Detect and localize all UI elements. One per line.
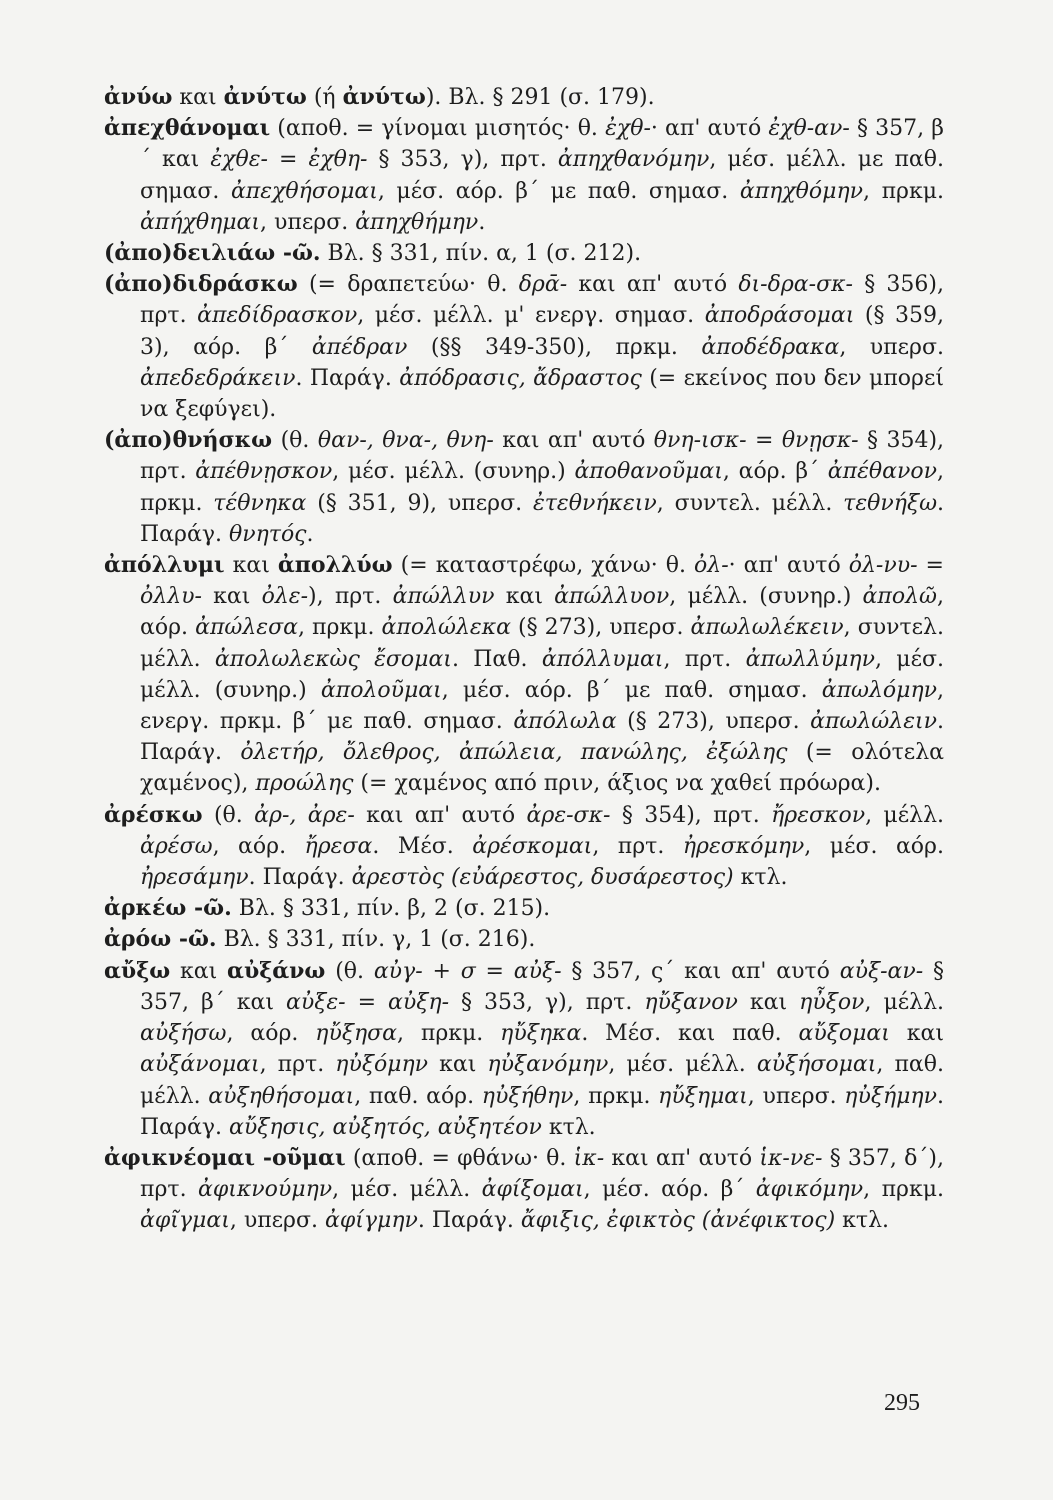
- verb-form: ἀρ-, ἀρε-: [254, 802, 355, 828]
- verb-form: ἤρεσα: [304, 833, 373, 859]
- headword: ἀπεχθάνομαι: [104, 115, 271, 142]
- verb-form: ἀπολώλεκα: [381, 615, 511, 641]
- entry-text: , μέλλ.: [865, 802, 945, 828]
- entry-text: , πρτ.: [259, 1052, 336, 1078]
- entry-text: , πρκμ.: [863, 178, 945, 204]
- entry-text: =: [746, 428, 782, 454]
- headword: ἀνύω: [104, 84, 173, 110]
- headword: (ἀπο)θνήσκω: [104, 427, 273, 454]
- entry-text: ). Βλ. § 291 (σ. 179).: [425, 85, 655, 110]
- entry-text: , μέσ. μέλλ. (συνηρ.): [332, 459, 575, 485]
- verb-form: ἀρε-σκ-: [526, 802, 611, 828]
- entry-text: και: [170, 958, 228, 984]
- verb-form: ηὐξήθην: [481, 1083, 574, 1109]
- entry-text: , μέσ. μέλλ.: [608, 1052, 757, 1078]
- verb-form: θνητός: [228, 521, 307, 547]
- verb-form: αὔξομαι: [798, 1021, 890, 1047]
- entry-text: (θ.: [272, 428, 318, 454]
- entry-text: . Μέσ. και παθ.: [581, 1021, 799, 1047]
- entry-text: . Παράγ.: [417, 1208, 521, 1234]
- verb-form: ηὖξον: [799, 989, 865, 1015]
- entry-text: ), πρτ.: [308, 584, 393, 610]
- verb-form: ἐχθε-: [210, 147, 268, 173]
- entry-text: , πρκμ.: [140, 459, 944, 516]
- dictionary-entry: [104, 893, 944, 924]
- entry-text: § 357, δ´), πρτ.: [140, 1145, 944, 1203]
- headword: ἀνύτω: [342, 84, 426, 110]
- entry-text: και: [889, 1021, 944, 1047]
- dictionary-entry: [104, 1143, 944, 1237]
- entry-text: , ενεργ. πρκμ. β´ με παθ. σημασ.: [140, 677, 945, 735]
- entry-text: και απ' αυτό: [567, 272, 739, 298]
- verb-form: ἀποθανοῦμαι: [574, 459, 723, 485]
- verb-form: δρᾱ-: [518, 272, 568, 298]
- verb-form: ἀπώλλυον: [554, 584, 670, 610]
- verb-form: ἱκ-: [573, 1145, 605, 1171]
- dictionary-entry: [104, 238, 944, 269]
- verb-form: αὐξ-: [513, 958, 562, 984]
- entry-text: , υπερσ.: [747, 1083, 845, 1109]
- entry-text: , υπερσ.: [839, 334, 944, 360]
- verb-form: ἀπεχθήσομαι: [230, 178, 378, 204]
- entry-text: . Παράγ.: [140, 490, 945, 547]
- verb-form: ηὔξηκα: [500, 1021, 582, 1047]
- verb-form: ὀλετήρ, ὄλεθρος, ἀπώλεια, πανώλης, ἐξώλης: [240, 740, 788, 766]
- entry-text: . Μέσ.: [372, 833, 473, 859]
- entry-text: και απ' αυτό: [354, 802, 527, 828]
- entry-text: (§ 273), υπερσ.: [511, 615, 691, 641]
- entry-text: =: [917, 553, 944, 579]
- verb-form: ἀπόδρασις, ἄδραστος: [399, 365, 642, 391]
- entry-text: και: [428, 1052, 488, 1078]
- verb-form: ὀλ-: [694, 553, 729, 579]
- entry-text: , συντελ. μέλλ.: [656, 490, 844, 516]
- verb-form: ἀπωλλύμην: [745, 646, 875, 672]
- entry-text: Βλ. § 331, πίν. α, 1 (σ. 212).: [320, 241, 642, 267]
- entry-text: , μέσ. μέλλ. μ' ενεργ. σημασ.: [357, 303, 705, 329]
- verb-form: ἀπολοῦμαι: [320, 677, 442, 703]
- entry-text: και: [494, 584, 555, 610]
- verb-form: αὐξ-αν-: [839, 958, 924, 984]
- entry-text: , μέσ. αόρ. β´ με παθ. σημασ.: [377, 178, 740, 204]
- entry-text: · απ' αυτό: [728, 553, 849, 579]
- entry-text: . Παράγ.: [295, 365, 400, 391]
- entry-text: (= ολότελα χαμένος),: [140, 740, 944, 797]
- headword: ἀπολλύω: [277, 552, 393, 579]
- verb-form: τεθνήξω: [843, 490, 938, 516]
- entry-text: και: [201, 584, 262, 610]
- entry-text: § 357, β´ και: [140, 958, 944, 1015]
- verb-form: ἐτεθνήκειν: [532, 490, 657, 516]
- entry-text: =: [475, 958, 514, 984]
- entry-text: , μέλλ.: [864, 989, 945, 1015]
- verb-form: ηὐξήμην: [844, 1083, 937, 1109]
- entry-text: . Παράγ.: [248, 865, 352, 891]
- headword: (ἀπο)διδράσκω: [104, 271, 298, 298]
- entry-text: και: [737, 989, 800, 1015]
- entry-text: , συντελ. μέλλ.: [140, 615, 944, 672]
- entry-text: , μέσ. μέλλ.: [332, 1177, 482, 1203]
- entry-text: , μέσ. αόρ. β´: [583, 1177, 756, 1203]
- entry-text: =: [267, 147, 309, 173]
- entry-text: και: [172, 85, 224, 110]
- dictionary-entry: [104, 956, 944, 1143]
- entry-text: , παθ. μέλλ.: [140, 1052, 945, 1109]
- entry-text: , πρκμ.: [297, 615, 382, 641]
- verb-form: αὐξη-: [388, 989, 450, 1015]
- verb-form: ὀλλυ-: [140, 584, 202, 610]
- verb-form: ἱκ-νε-: [759, 1145, 823, 1171]
- verb-form: ἀφίξομαι: [481, 1177, 584, 1203]
- entry-text: κτλ.: [541, 1114, 596, 1140]
- entry-text: , μέσ. αόρ. β´ με παθ. σημασ.: [441, 677, 822, 703]
- verb-form: ἀπήχθημαι: [140, 209, 261, 235]
- entry-text: (§ 351, 9), υπερσ.: [306, 490, 533, 516]
- verb-form: ηὔξανον: [644, 989, 738, 1015]
- entry-text: (§ 359, 3), αόρ. β´: [140, 303, 944, 360]
- entry-text: . Παράγ.: [140, 709, 944, 766]
- entry-text: +: [422, 958, 461, 984]
- verb-form: αὐξε-: [285, 989, 346, 1015]
- verb-form: ἐχθη-: [308, 147, 368, 173]
- entry-text: και απ' αυτό: [493, 428, 654, 454]
- verb-form: αὐξήσω: [140, 1021, 227, 1047]
- verb-form: ἀποδέδρακα: [701, 334, 840, 360]
- headword: ἀρόω -ῶ.: [104, 926, 217, 953]
- entry-text: , αόρ.: [140, 584, 944, 641]
- verb-form: αὐξάνομαι: [140, 1052, 260, 1078]
- verb-form: ἀπολῶ: [862, 584, 937, 610]
- verb-form: ηὐξόμην: [335, 1052, 429, 1078]
- verb-form: ηὔξησα: [315, 1021, 397, 1047]
- entry-text: . Παθ.: [451, 646, 542, 672]
- dictionary-entry: [104, 550, 944, 800]
- verb-form: αὐγ-: [373, 958, 423, 984]
- entry-text: , υπερσ.: [260, 209, 356, 235]
- entry-text: Βλ. § 331, πίν. β, 2 (σ. 215).: [231, 896, 551, 922]
- verb-form: ἀποδράσομαι: [704, 303, 855, 329]
- entry-text: (= εκείνος που δεν μπορεί να ξεφύγει).: [140, 365, 944, 423]
- dictionary-entries: [104, 82, 944, 1237]
- verb-form: ἀπωλώλειν: [810, 709, 937, 735]
- verb-form: ἀπηχθόμην: [739, 178, 864, 204]
- entry-text: , μέσ. αόρ.: [804, 833, 944, 859]
- dictionary-entry: [104, 800, 944, 894]
- entry-text: Βλ. § 331, πίν. γ, 1 (σ. 216).: [216, 927, 536, 953]
- verb-form: ἠρεσκόμην: [682, 833, 805, 859]
- verb-form: ἀφικόμην: [755, 1177, 864, 1203]
- entry-text: .: [306, 521, 314, 547]
- entry-text: § 357, β´ και: [140, 116, 944, 173]
- verb-form: ἠρεσάμην: [140, 865, 249, 891]
- entry-text: κτλ.: [733, 865, 788, 891]
- entry-text: (αποθ. = φθάνω· θ.: [345, 1145, 574, 1171]
- verb-form: ἐχθ-: [605, 116, 651, 142]
- entry-text: , πρτ.: [592, 833, 683, 859]
- entry-text: , πρκμ.: [863, 1177, 945, 1203]
- verb-form: ηὐξανόμην: [487, 1052, 609, 1078]
- verb-form: ἀπόλωλα: [513, 709, 617, 735]
- headword: ἀρκέω -ῶ.: [104, 895, 232, 922]
- entry-text: .: [478, 209, 486, 235]
- verb-form: ἀπωλόμην: [821, 677, 938, 703]
- verb-form: ἀπέδραν: [311, 334, 408, 360]
- verb-form: προώλης: [255, 771, 354, 797]
- entry-text: (ή: [306, 85, 343, 110]
- verb-form: ἀπέθνῃσκον: [195, 459, 333, 485]
- verb-form: αὐξηθήσομαι: [208, 1083, 355, 1109]
- entry-text: (= καταστρέφω, χάνω· θ.: [392, 553, 695, 579]
- verb-form: ἀπώλλυν: [392, 584, 495, 610]
- entry-text: =: [345, 989, 389, 1015]
- entry-text: . Παράγ.: [140, 1083, 944, 1140]
- verb-form: ὀλε-: [261, 584, 309, 610]
- dictionary-entry: [104, 269, 944, 425]
- verb-form: αὐξήσομαι: [756, 1052, 877, 1078]
- verb-form: θνῃσκ-: [781, 428, 859, 454]
- verb-form: σ: [460, 958, 476, 984]
- entry-text: § 353, γ), πρτ.: [449, 989, 645, 1015]
- entry-text: και: [224, 553, 278, 579]
- verb-form: ἀφῖγμαι: [140, 1208, 230, 1234]
- entry-text: , αόρ.: [212, 833, 305, 859]
- entry-text: και απ' αυτό: [604, 1145, 760, 1171]
- entry-text: (= χαμένος από πριν, άξιος να χαθεί πρόωρα).: [353, 771, 881, 797]
- verb-form: ἄφιξις, ἐφικτὸς (ἀνέφικτος): [520, 1208, 836, 1234]
- entry-text: , αόρ.: [226, 1021, 316, 1047]
- entry-text: , πρτ.: [663, 646, 746, 672]
- verb-form: τέθνηκα: [213, 490, 307, 516]
- headword: αὔξω: [104, 957, 171, 984]
- verb-form: θνη-ισκ-: [653, 428, 747, 454]
- headword: ἀπόλλυμι: [104, 552, 225, 579]
- verb-form: θαν-, θνα-, θνη-: [317, 428, 494, 454]
- entry-text: § 357, ς´ και απ' αυτό: [561, 958, 840, 984]
- verb-form: ηὔξημαι: [658, 1083, 748, 1109]
- verb-form: ἀρέσω: [140, 833, 213, 859]
- verb-form: ἀφίγμην: [324, 1208, 418, 1234]
- verb-form: ἀπέθανον: [827, 459, 937, 485]
- entry-text: (= δραπετεύω· θ.: [297, 272, 519, 298]
- verb-form: ἀπηχθήμην: [355, 209, 479, 235]
- entry-text: (αποθ. = γίνομαι μισητός· θ.: [270, 116, 606, 142]
- headword: (ἀπο)δειλιάω -ῶ.: [104, 240, 321, 267]
- verb-form: ἀφικνούμην: [197, 1177, 333, 1203]
- verb-form: ἀπεδίδρασκον: [197, 303, 358, 329]
- verb-form: ἀρέσκομαι: [472, 833, 593, 859]
- entry-text: κτλ.: [835, 1208, 890, 1234]
- dictionary-entry: [104, 924, 944, 955]
- verb-form: ἀπηχθανόμην: [557, 147, 710, 173]
- verb-form: δι-δρα-σκ-: [738, 272, 853, 298]
- entry-text: , μέλλ. (συνηρ.): [669, 584, 863, 610]
- entry-text: , πρκμ.: [573, 1083, 659, 1109]
- entry-text: , αόρ. β´: [722, 459, 828, 485]
- entry-text: · απ' αυτό: [650, 116, 769, 142]
- verb-form: ἀπόλλυμαι: [541, 646, 664, 672]
- headword: αὐξάνω: [227, 957, 326, 984]
- entry-text: , μέσ. μέλλ. (συνηρ.): [140, 646, 944, 703]
- verb-form: ἐχθ-αν-: [768, 116, 850, 142]
- entry-text: § 356), πρτ.: [140, 272, 944, 329]
- entry-text: , υπερσ.: [229, 1208, 325, 1234]
- verb-form: ἀπεδεδράκειν: [140, 365, 296, 391]
- entry-text: § 354), πρτ.: [610, 802, 772, 828]
- headword: ἀφικνέομαι -οῦμαι: [104, 1144, 346, 1171]
- entry-text: , παθ. αόρ.: [354, 1083, 482, 1109]
- verb-form: ὀλ-νυ-: [848, 553, 918, 579]
- entry-text: (§§ 349-350), πρκμ.: [407, 334, 702, 360]
- entry-text: , πρκμ.: [397, 1021, 501, 1047]
- dictionary-entry: [104, 113, 944, 238]
- dictionary-entry: [104, 425, 944, 550]
- entry-text: § 354), πρτ.: [140, 428, 945, 485]
- dictionary-entry: [104, 82, 944, 113]
- verb-form: ἀπώλεσα: [195, 615, 298, 641]
- headword: ἀνύτω: [223, 84, 307, 110]
- entry-text: (θ.: [325, 958, 374, 984]
- verb-form: ἀπολωλεκὼς ἔσομαι: [214, 646, 452, 672]
- page-number: 295: [884, 1390, 920, 1416]
- entry-text: (θ.: [202, 802, 255, 828]
- verb-form: ἀπωλωλέκειν: [690, 615, 844, 641]
- headword: ἀρέσκω: [104, 801, 203, 828]
- entry-text: § 353, γ), πρτ.: [367, 147, 558, 173]
- entry-text: (§ 273), υπερσ.: [616, 709, 811, 735]
- entry-text: , μέσ. μέλλ. με παθ. σημασ.: [140, 147, 945, 204]
- verb-form: ἤρεσκον: [771, 802, 866, 828]
- verb-form: ἀρεστὸς (εὐάρεστος, δυσάρεστος): [351, 865, 734, 891]
- verb-form: αὔξησις, αὐξητός, αὐξητέον: [228, 1114, 542, 1140]
